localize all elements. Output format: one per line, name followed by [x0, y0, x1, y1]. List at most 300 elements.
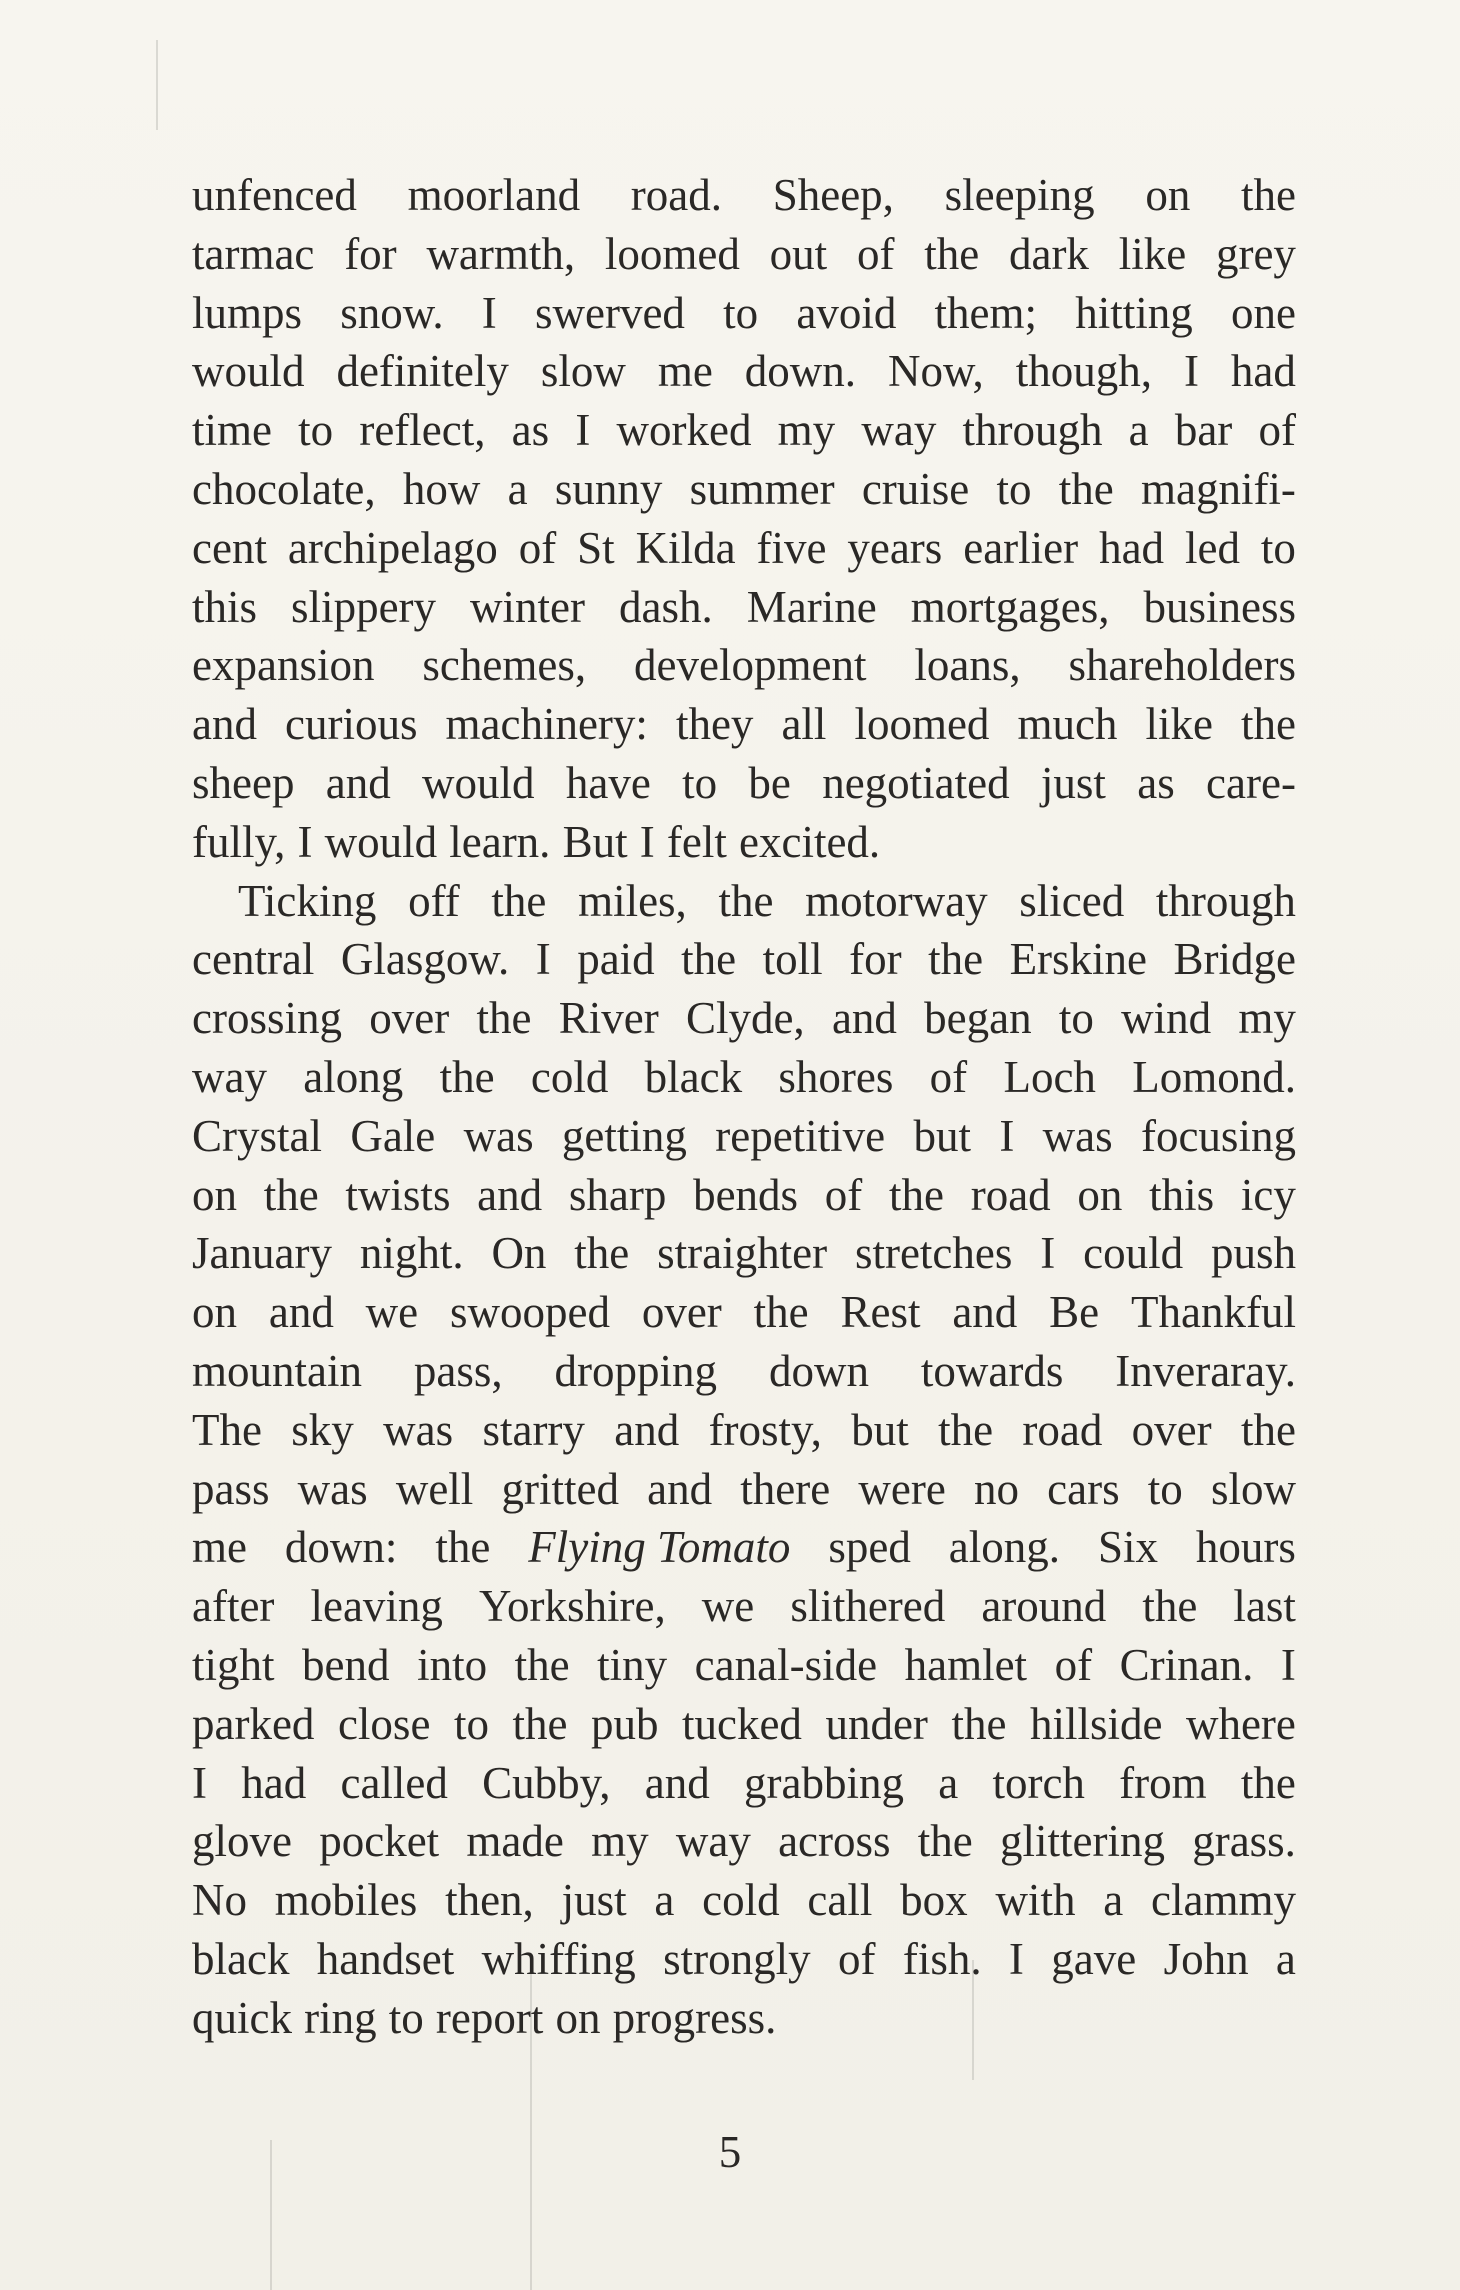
word: could — [1083, 1228, 1184, 1279]
word: all — [781, 699, 827, 750]
word: time — [192, 405, 272, 456]
word: twists — [345, 1169, 451, 1220]
word: well — [395, 1463, 474, 1514]
word: dash. — [619, 581, 713, 632]
word: and — [477, 1169, 543, 1220]
word: toll — [762, 934, 823, 985]
word: along. — [948, 1522, 1061, 1573]
word: and — [192, 699, 257, 750]
word: focusing — [1140, 1110, 1296, 1161]
word: of — [1258, 405, 1296, 456]
word: years — [847, 522, 943, 573]
word: business — [1143, 581, 1296, 632]
word: a — [1128, 405, 1149, 456]
word: of — [929, 1051, 968, 1102]
word: fish. — [902, 1933, 982, 1984]
word: we — [365, 1287, 419, 1338]
word: the — [439, 1051, 495, 1102]
word: on — [192, 1287, 237, 1338]
word: the — [938, 1404, 994, 1455]
word: down. — [744, 346, 857, 397]
word: as — [1137, 757, 1175, 808]
word: the — [753, 1287, 809, 1338]
word: No — [192, 1875, 247, 1926]
text-line — [192, 1871, 1296, 1930]
text-line — [192, 225, 1296, 284]
word: parked — [192, 1698, 315, 1749]
word: across — [778, 1816, 891, 1867]
scan-crease-mark — [156, 40, 158, 130]
word: unfenced — [192, 170, 357, 220]
word: On — [491, 1228, 547, 1279]
word: frosty, — [708, 1404, 822, 1455]
word: would — [324, 816, 438, 867]
word: the — [951, 1698, 1007, 1749]
text-line — [192, 342, 1296, 401]
word: warmth, — [426, 228, 576, 279]
word: grabbing — [744, 1757, 904, 1808]
word: through — [962, 405, 1103, 456]
word: grey — [1215, 228, 1296, 279]
word: cold — [530, 1051, 609, 1102]
word: I — [1008, 1933, 1024, 1984]
page-number: 5 — [718, 2127, 742, 2177]
word: the — [1240, 1757, 1296, 1808]
text-line — [192, 166, 1296, 225]
word: glove — [192, 1816, 292, 1867]
word: torch — [992, 1757, 1085, 1808]
word: definitely — [336, 346, 509, 397]
word: pass, — [413, 1345, 503, 1396]
word: straighter — [657, 1228, 828, 1279]
word: Lomond. — [1132, 1051, 1296, 1102]
word: wind — [1121, 993, 1212, 1044]
word: the — [718, 875, 774, 926]
word: just — [1040, 757, 1106, 808]
word: the — [681, 934, 737, 985]
word: of — [824, 1169, 863, 1220]
word: and — [647, 1463, 713, 1514]
word: began — [924, 993, 1032, 1044]
word: icy — [1240, 1169, 1296, 1220]
word: sheep — [192, 757, 295, 808]
word: road — [1022, 1404, 1103, 1455]
word: hours — [1195, 1522, 1296, 1573]
word: would — [422, 757, 535, 808]
word: cold — [702, 1875, 780, 1926]
word: repetitive — [715, 1110, 886, 1161]
word: tiny — [597, 1639, 668, 1690]
word: with — [995, 1875, 1076, 1926]
text-line — [192, 1460, 1296, 1519]
word: crossing — [192, 993, 342, 1044]
word: Yorkshire, — [479, 1581, 666, 1632]
word: me — [192, 1522, 247, 1573]
word: but — [851, 1404, 909, 1455]
word: loans, — [914, 640, 1021, 691]
word: I — [1280, 1639, 1296, 1690]
word: box — [900, 1875, 968, 1926]
word: and — [268, 1287, 334, 1338]
word: care- — [1206, 757, 1296, 808]
word: to — [682, 757, 718, 808]
word: towards — [920, 1345, 1064, 1396]
word: were — [858, 1463, 946, 1514]
word: cars — [1047, 1463, 1120, 1514]
text-line — [192, 813, 1296, 872]
word: the — [1142, 1581, 1198, 1632]
word: Glasgow. — [340, 934, 510, 985]
word: though, — [1015, 346, 1153, 397]
word: stretches — [854, 1228, 1013, 1279]
word: on — [555, 1992, 601, 2043]
word: negotiated — [822, 757, 1010, 808]
text-line — [192, 1048, 1296, 1107]
word: gritted — [501, 1463, 619, 1514]
word: a — [938, 1757, 959, 1808]
word: Gale — [350, 1110, 436, 1161]
word: Bridge — [1173, 934, 1296, 985]
word: road — [970, 1169, 1051, 1220]
word: this — [1149, 1169, 1215, 1220]
word: ring — [304, 1992, 377, 2043]
word: to — [996, 463, 1032, 514]
word: grass. — [1192, 1816, 1296, 1867]
word: I — [297, 816, 313, 867]
word: to — [1260, 522, 1296, 573]
word: sleeping — [944, 170, 1095, 220]
word: quick — [192, 1992, 292, 2043]
word: last — [1233, 1581, 1296, 1632]
word: close — [337, 1698, 431, 1749]
text-line — [192, 930, 1296, 989]
word: the — [889, 1169, 944, 1220]
word: progress. — [612, 1992, 777, 2043]
text-line — [192, 1224, 1296, 1283]
text-line — [192, 1283, 1296, 1342]
text-line — [192, 1401, 1296, 1460]
word: Crystal — [192, 1110, 322, 1161]
word: sunny — [554, 463, 663, 514]
word: under — [825, 1698, 928, 1749]
word: a — [507, 463, 528, 514]
word: the — [574, 1228, 630, 1279]
word: leaving — [310, 1581, 443, 1632]
word: black — [192, 1933, 290, 1984]
word: pocket — [319, 1816, 440, 1867]
word: as — [511, 405, 550, 456]
word: out — [769, 228, 828, 279]
word: how — [402, 463, 481, 514]
word: the — [1240, 699, 1296, 750]
word: the — [263, 1169, 319, 1220]
word: the — [476, 993, 532, 1044]
word: over — [641, 1287, 722, 1338]
word: after — [192, 1581, 275, 1632]
word: way — [192, 1051, 267, 1102]
text-line — [192, 578, 1296, 637]
word: we — [701, 1581, 755, 1632]
word: there — [740, 1463, 831, 1514]
word: would — [192, 346, 305, 397]
word: Be — [1049, 1287, 1100, 1338]
word: learn. — [449, 816, 551, 867]
word: the — [1058, 463, 1114, 514]
word: to — [1058, 993, 1094, 1044]
word: Loch — [1003, 1051, 1096, 1102]
word: avoid — [796, 287, 897, 338]
word: dark — [1008, 228, 1089, 279]
text-line — [192, 1754, 1296, 1813]
text-line — [192, 754, 1296, 813]
word: schemes, — [422, 640, 587, 691]
word: loomed — [604, 228, 740, 279]
word: tucked — [681, 1698, 802, 1749]
word: chocolate, — [192, 463, 376, 514]
word: had — [241, 1757, 307, 1808]
word: to — [453, 1698, 489, 1749]
text-line — [192, 1518, 1296, 1577]
word: sky — [291, 1404, 354, 1455]
word: and — [831, 993, 897, 1044]
word: pass — [192, 1463, 270, 1514]
word: canal-side — [694, 1639, 878, 1690]
word: snow. — [340, 287, 444, 338]
word: a — [1275, 1933, 1296, 1984]
word: I — [639, 816, 655, 867]
word: for — [849, 934, 902, 985]
word: where — [1185, 1698, 1296, 1749]
word: Kilda — [635, 522, 736, 573]
word: bend — [302, 1639, 390, 1690]
word: curious — [285, 699, 418, 750]
word: swerved — [534, 287, 685, 338]
word: on — [1145, 170, 1191, 220]
word: just — [561, 1875, 627, 1926]
word: St — [577, 522, 615, 573]
word: expansion — [192, 640, 375, 691]
text-line — [192, 636, 1296, 695]
word: earlier — [963, 522, 1079, 573]
word: worked — [616, 405, 752, 456]
word: five — [756, 522, 827, 573]
word: reflect, — [359, 405, 486, 456]
word: made — [466, 1816, 564, 1867]
word: whiffing — [481, 1933, 636, 1984]
word: down: — [284, 1522, 398, 1573]
word: miles, — [578, 875, 687, 926]
word: into — [417, 1639, 488, 1690]
text-line — [192, 519, 1296, 578]
word: slow — [1210, 1463, 1296, 1514]
word: felt — [666, 816, 727, 867]
word: I — [535, 934, 551, 985]
word: mountain — [192, 1345, 362, 1396]
word: Cubby, — [482, 1757, 611, 1808]
word: loomed — [854, 699, 990, 750]
word: hitting — [1075, 287, 1193, 338]
word: magnifi- — [1140, 463, 1296, 514]
text-line — [192, 401, 1296, 460]
word: central — [192, 934, 315, 985]
word: Rest — [840, 1287, 921, 1338]
text-line — [192, 284, 1296, 343]
word: for — [344, 228, 397, 279]
word: sliced — [1019, 875, 1125, 926]
word: the — [491, 875, 547, 926]
word: getting — [561, 1110, 687, 1161]
word: was — [1042, 1110, 1113, 1161]
word: Thankful — [1131, 1287, 1296, 1338]
word: hamlet — [904, 1639, 1028, 1690]
word: called — [340, 1757, 448, 1808]
word: way — [861, 405, 937, 456]
text-line — [192, 1577, 1296, 1636]
word: over — [369, 993, 450, 1044]
word: report — [435, 1992, 544, 2043]
word: strongly — [663, 1933, 811, 1984]
word: tight — [192, 1639, 275, 1690]
word: have — [565, 757, 651, 808]
word: the — [928, 934, 984, 985]
word: starry — [482, 1404, 585, 1455]
word: Now, — [887, 346, 984, 397]
word: then, — [445, 1875, 534, 1926]
word: summer — [689, 463, 835, 514]
word: lumps — [192, 287, 303, 338]
word: excited. — [739, 816, 881, 867]
word: Marine — [746, 581, 877, 632]
word: off — [408, 875, 460, 926]
word: way — [675, 1816, 751, 1867]
word: through — [1155, 875, 1296, 926]
word: push — [1210, 1228, 1296, 1279]
word: me — [657, 346, 713, 397]
word: River — [558, 993, 659, 1044]
text-line — [192, 1166, 1296, 1225]
word: mobiles — [274, 1875, 418, 1926]
word: the — [514, 1639, 570, 1690]
word: my — [591, 1816, 649, 1867]
word: archipelago — [287, 522, 498, 573]
word: Inveraray. — [1115, 1345, 1296, 1396]
word: January — [192, 1228, 332, 1279]
word: the — [924, 228, 980, 279]
word: winter — [470, 581, 586, 632]
text-line — [192, 695, 1296, 754]
word: had — [1230, 346, 1296, 397]
word: shores — [778, 1051, 894, 1102]
word: slippery — [291, 581, 437, 632]
word: I — [999, 1110, 1015, 1161]
word: of — [837, 1933, 876, 1984]
word: and — [644, 1757, 710, 1808]
word: I — [575, 405, 591, 456]
word: a — [1103, 1875, 1124, 1926]
word: Clyde, — [685, 993, 805, 1044]
text-line — [192, 1812, 1296, 1871]
text-line — [192, 460, 1296, 519]
word: fully, — [192, 816, 286, 867]
word: one — [1230, 287, 1296, 338]
word: had — [1099, 522, 1165, 573]
word: I — [481, 287, 497, 338]
word: them; — [934, 287, 1038, 338]
word: of — [856, 228, 895, 279]
word: bends — [693, 1169, 799, 1220]
word: But — [562, 816, 628, 867]
word: hillside — [1029, 1698, 1163, 1749]
word: along — [303, 1051, 404, 1102]
word: of — [518, 522, 557, 573]
body-text — [192, 166, 1296, 2048]
word: of — [1054, 1639, 1093, 1690]
word: I — [1040, 1228, 1056, 1279]
word: Six — [1097, 1522, 1158, 1573]
text-line — [192, 872, 1296, 931]
word: sped — [828, 1522, 911, 1573]
word: cent — [192, 522, 267, 573]
word: clammy — [1151, 1875, 1296, 1926]
word: Crinan. — [1119, 1639, 1254, 1690]
word: down — [768, 1345, 869, 1396]
word: machinery: — [445, 699, 648, 750]
word: on — [192, 1169, 237, 1220]
word: from — [1119, 1757, 1207, 1808]
word: paid — [577, 934, 655, 985]
word: was — [463, 1110, 534, 1161]
word: The — [192, 1404, 262, 1455]
word: and — [952, 1287, 1018, 1338]
word: but — [913, 1110, 971, 1161]
word: dropping — [554, 1345, 718, 1396]
word: shareholders — [1068, 640, 1296, 691]
word: road. — [630, 170, 722, 220]
word: my — [1238, 993, 1296, 1044]
text-line — [192, 989, 1296, 1048]
word: over — [1131, 1404, 1212, 1455]
word: handset — [316, 1933, 455, 1984]
word: the — [435, 1522, 491, 1573]
word: cruise — [861, 463, 970, 514]
word: moorland — [407, 170, 581, 220]
word: motorway — [805, 875, 988, 926]
text-line — [192, 1930, 1296, 1989]
word: mortgages, — [910, 581, 1110, 632]
word: to — [388, 1992, 424, 2043]
word: gave — [1051, 1933, 1137, 1984]
word: I — [192, 1757, 207, 1808]
word: bar — [1174, 405, 1233, 456]
word: around — [981, 1581, 1107, 1632]
text-line — [192, 1107, 1296, 1166]
word: a — [654, 1875, 675, 1926]
word: the — [917, 1816, 973, 1867]
word: to — [1147, 1463, 1183, 1514]
word: much — [1017, 699, 1118, 750]
word: my — [777, 405, 836, 456]
word: was — [383, 1404, 454, 1455]
word: and — [614, 1404, 680, 1455]
word: glittering — [999, 1816, 1165, 1867]
word: they — [675, 699, 754, 750]
word: led — [1184, 522, 1240, 573]
word: swooped — [450, 1287, 610, 1338]
word: black — [644, 1051, 743, 1102]
text-line — [192, 1636, 1296, 1695]
word: I — [1183, 346, 1199, 397]
word: pub — [590, 1698, 659, 1749]
